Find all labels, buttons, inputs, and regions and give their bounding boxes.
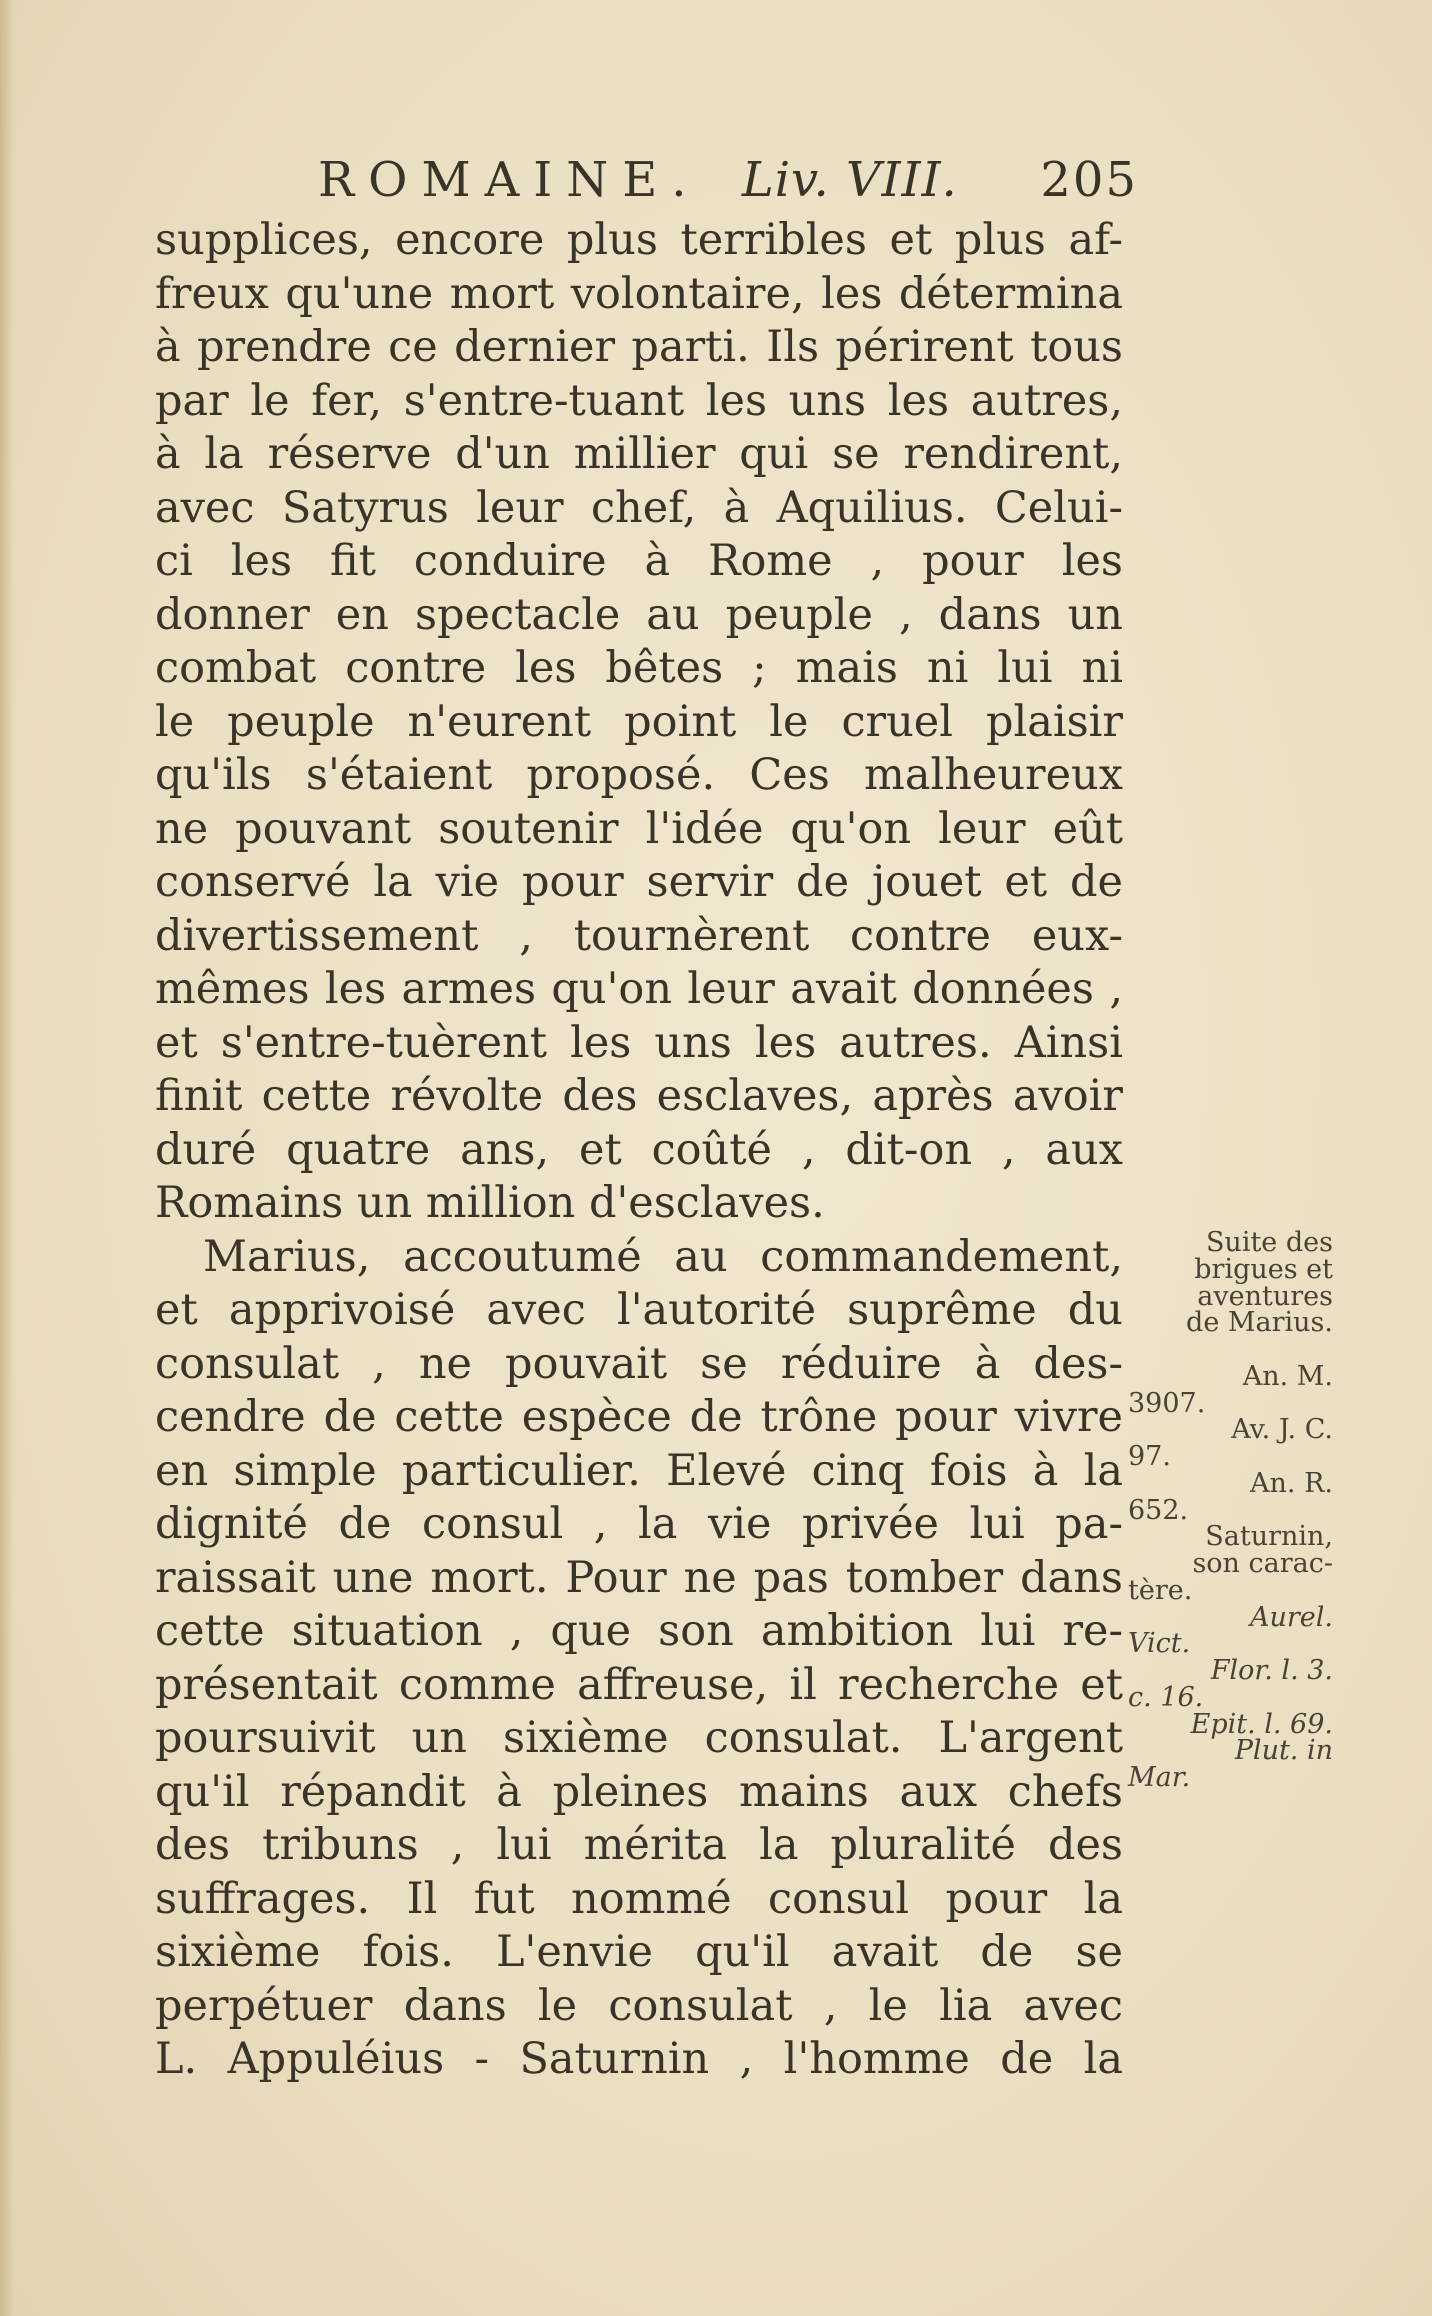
body-line: Romains un million d'esclaves. xyxy=(155,1178,825,1228)
margin-note: tère. xyxy=(1128,1574,1193,1606)
body-line: ne pouvant soutenir l'idée qu'on leur eût xyxy=(155,803,1123,854)
margin-note: Vict. xyxy=(1128,1628,1191,1660)
body-line: qu'il répandit à pleines mains aux chefs xyxy=(155,1766,1123,1817)
body-line: combat contre les bêtes ; mais ni lui ni xyxy=(155,643,1123,693)
body-line: à la réserve d'un millier qui se rendirent, xyxy=(155,429,1123,479)
margin-note: Av. J. C. xyxy=(1231,1414,1333,1446)
margin-note: 652. xyxy=(1128,1494,1189,1526)
body-line: finit cette révolte des esclaves, après avoir xyxy=(155,1071,1123,1121)
body-line: poursuivit un sixième consulat. L'argent xyxy=(155,1713,1123,1763)
body-line: raissait une mort. Pour ne pas tomber dans xyxy=(155,1552,1123,1603)
margin-notes xyxy=(1128,1227,1333,1793)
margin-note: An. R. xyxy=(1250,1467,1333,1499)
running-head xyxy=(318,150,1138,210)
margin-note: Epit. l. 69. xyxy=(1190,1708,1333,1740)
body-line: qu'ils s'étaient proposé. Ces malheureux xyxy=(155,750,1123,800)
margin-note: son carac- xyxy=(1192,1548,1333,1579)
margin-note: c. 16. xyxy=(1128,1681,1204,1713)
running-head-book: Liv. VIII. xyxy=(741,152,958,208)
body-line: conservé la vie pour servir de jouet et de xyxy=(155,857,1123,907)
body-text xyxy=(155,214,1123,2087)
margin-note: Plut. in xyxy=(1234,1735,1333,1767)
body-line: mêmes les armes qu'on leur avait données , xyxy=(155,964,1123,1014)
margin-note: aventures xyxy=(1197,1280,1333,1312)
body-line: divertissement , tournèrent contre eux- xyxy=(155,910,1123,961)
margin-note xyxy=(1128,1337,1333,1364)
body-line: ci les fit conduire à Rome , pour les xyxy=(155,536,1123,586)
margin-note: brigues et xyxy=(1194,1253,1333,1285)
margin-note: Flor. l. 3. xyxy=(1210,1655,1333,1686)
body-line: supplices, encore plus terribles et plus af- xyxy=(155,215,1123,265)
page-number: 205 xyxy=(1040,152,1138,208)
margin-note: 3907. xyxy=(1128,1387,1206,1419)
margin-note: Mar. xyxy=(1128,1762,1191,1793)
body-line: cendre de cette espèce de trône pour vivre xyxy=(155,1392,1123,1442)
body-line: et apprivoisé avec l'autorité suprême du xyxy=(155,1285,1123,1335)
body-line: des tribuns , lui mérita la pluralité des xyxy=(155,1820,1123,1870)
margin-note: de Marius. xyxy=(1186,1307,1333,1339)
body-line: par le fer, s'entre-tuant les uns les autres, xyxy=(155,375,1123,426)
body-line: cette situation , que son ambition lui re- xyxy=(155,1606,1123,1656)
body-line: et s'entre-tuèrent les uns les autres. Ainsi xyxy=(155,1017,1123,1068)
margin-note: Saturnin, xyxy=(1205,1521,1333,1553)
body-line: suffrages. Il fut nommé consul pour la xyxy=(155,1873,1123,1924)
body-line: freux qu'une mort volontaire, les détermina xyxy=(155,268,1123,319)
body-line: perpétuer dans le consulat , le lia avec xyxy=(155,1980,1123,2031)
margin-note: Suite des xyxy=(1205,1227,1333,1258)
body-line: consulat , ne pouvait se réduire à des- xyxy=(155,1338,1123,1389)
body-line: donner en spectacle au peuple , dans un xyxy=(155,589,1123,640)
margin-note: Aurel. xyxy=(1250,1601,1333,1633)
page-gutter-shadow xyxy=(0,0,14,2316)
margin-note: An. M. xyxy=(1242,1360,1333,1392)
running-head-title: ROMAINE. xyxy=(318,152,701,208)
body-line: sixième fois. L'envie qu'il avait de se xyxy=(155,1927,1123,1977)
body-line: dignité de consul , la vie privée lui pa- xyxy=(155,1499,1123,1549)
body-line: le peuple n'eurent point le cruel plaisir xyxy=(155,696,1123,747)
body-line: duré quatre ans, et coûté , dit-on , aux xyxy=(155,1124,1123,1175)
body-line: L. Appuléius - Saturnin , l'homme de la xyxy=(155,2034,1123,2084)
body-line: à prendre ce dernier parti. Ils périrent tous xyxy=(155,322,1123,372)
body-line: présentait comme affreuse, il recherche et xyxy=(155,1659,1123,1710)
body-line: avec Satyrus leur chef, à Aquilius. Celui- xyxy=(155,482,1123,533)
body-line: Marius, accoutumé au commandement, xyxy=(203,1231,1123,1282)
body-line: en simple particulier. Elevé cinq fois à la xyxy=(155,1445,1123,1496)
margin-note: 97. xyxy=(1128,1441,1171,1472)
